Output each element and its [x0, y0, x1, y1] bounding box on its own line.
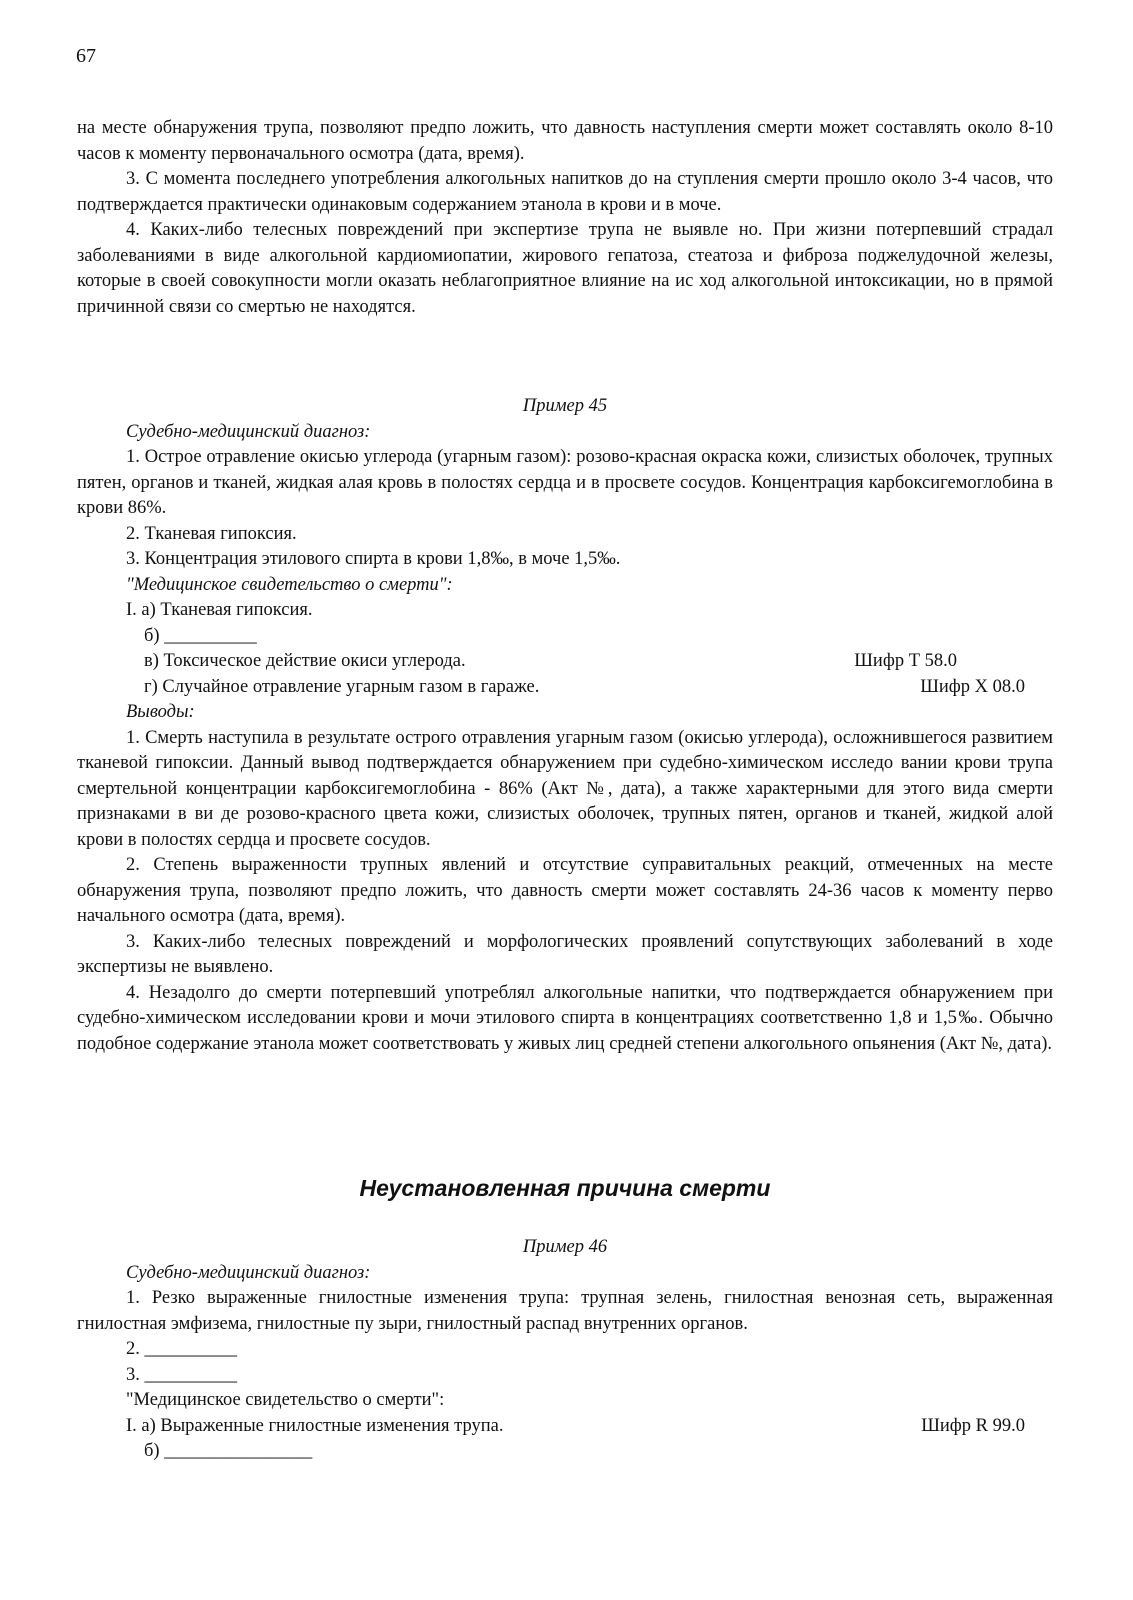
certificate-heading: "Медицинское свидетельство о смерти":: [126, 1390, 445, 1410]
conclusion-item: 1. Смерть наступила в результате острого отравления угарным газом (окисью углерода), осложнившегося развитием тканевой гипоксии. Данный вывод подтверждается обнаружением при судебно-химическом исследо вании крови трупа смертельной концентрации карбоксигемоглобина - 86% (Акт №, дата), а также характерными для этого вида смерти признаками в ви де розово-красного цвета кожи, слизистых оболочек, трупных пятен, органов и тканей, жидкой алой крови в полостях сердца и просвете сосудов.: [77, 727, 1053, 850]
certificate-line-v: [77, 649, 1053, 675]
example-title: Пример 45: [522, 396, 608, 416]
certificate-text: I. а) Выраженные гнилостные изменения трупа.: [126, 1415, 504, 1436]
example-45: [77, 394, 1053, 1057]
certificate-text: в) Токсическое действие окиси углерода.: [144, 651, 466, 671]
certificate-line-b: б) __________: [144, 625, 257, 646]
certificate-line-a: [77, 1414, 1053, 1440]
example-46: [77, 1235, 1053, 1465]
diagnosis-item: 1. Резко выраженные гнилостные изменения трупа: трупная зелень, гнилостная венозная сеть, выраженная гнилостная эмфизема, гнилостные пу зыри, гнилостный распад внутренних органов.: [77, 1288, 1053, 1334]
certificate-heading: "Медицинское свидетельство о смерти":: [126, 574, 453, 595]
certificate-line-a: I. а) Тканевая гипоксия.: [126, 600, 313, 620]
diagnosis-item: 2. __________: [126, 1339, 237, 1359]
diagnosis-item: 2. Тканевая гипоксия.: [126, 523, 297, 544]
example-title: Пример 46: [522, 1237, 608, 1257]
section-title: Неустановленная причина смерти: [359, 1175, 771, 1201]
diagnosis-heading: Судебно-медицинский диагноз:: [126, 421, 371, 442]
conclusion-item: 2. Степень выраженности трупных явлений и отсутствие суправитальных реакций, отмеченных на месте обнаружения трупа, позволяют предпо ложить, что давность смерти может составлять 24-36 часов к моменту перво начального осмотра (дата, время).: [77, 855, 1053, 926]
icd-code: Шифр Х 08.0: [920, 676, 1025, 697]
page-number: 67: [76, 45, 96, 67]
certificate-line-g: [77, 675, 1053, 701]
conclusions-heading: Выводы:: [126, 702, 195, 722]
icd-code: Шифр R 99.0: [921, 1415, 1025, 1436]
diagnosis-heading: Судебно-медицинский диагноз:: [126, 1262, 371, 1283]
diagnosis-item: 1. Острое отравление окисью углерода (угарным газом): розово-красная окраска кожи, слизистых оболочек, трупных пятен, органов и тканей, жидкая алая кровь в полостях сердца и в просвете сосудов. Концентрация карбоксигемоглобина в крови 86%.: [77, 447, 1053, 518]
paragraph: на месте обнаружения трупа, позволяют предпо ложить, что давность наступления смерти может составлять около 8-10 часов к моменту первоначального осмотра (дата, время).: [77, 118, 1053, 164]
diagnosis-item: 3. Концентрация этилового спирта в крови 1,8‰, в моче 1,5‰.: [126, 549, 621, 569]
section: [77, 1176, 1053, 1202]
certificate-text: г) Случайное отравление угарным газом в гараже.: [144, 676, 540, 697]
icd-code: Шифр Т 58.0: [854, 651, 957, 671]
certificate-line-b: б) ________________: [144, 1441, 313, 1461]
diagnosis-item: 3. __________: [126, 1364, 237, 1385]
paragraph: 3. С момента последнего употребления алкогольных напитков до на ступления смерти прошло около 3-4 часов, что подтверждается практически одинаковым содержанием этанола в крови и в моче.: [77, 169, 1053, 215]
continued-conclusions: [77, 116, 1053, 320]
conclusion-item: 3. Каких-либо телесных повреждений и морфологических проявлений сопутствующих заболеваний в ходе экспертизы не выявлено.: [77, 931, 1053, 977]
paragraph: 4. Каких-либо телесных повреждений при экспертизе трупа не выявле но. При жизни потерпевший страдал заболеваниями в виде алкогольной кардиомиопатии, жирового гепатоза, стеатоза и фиброза поджелудочной железы, которые в своей совокупности могли оказать неблагоприятное влияние на ис ход алкогольной интоксикации, но в прямой причинной связи со смертью не находятся.: [77, 220, 1053, 317]
conclusion-item: 4. Незадолго до смерти потерпевший употреблял алкогольные напитки, что подтверждается обнаружением при судебно-химическом исследовании крови и мочи этилового спирта в концентрациях соответственно 1,8 и 1,5‰. Обычно подобное содержание этанола может соответствовать у живых лиц средней степени алкогольного опьянения (Акт №, дата).: [77, 982, 1053, 1054]
